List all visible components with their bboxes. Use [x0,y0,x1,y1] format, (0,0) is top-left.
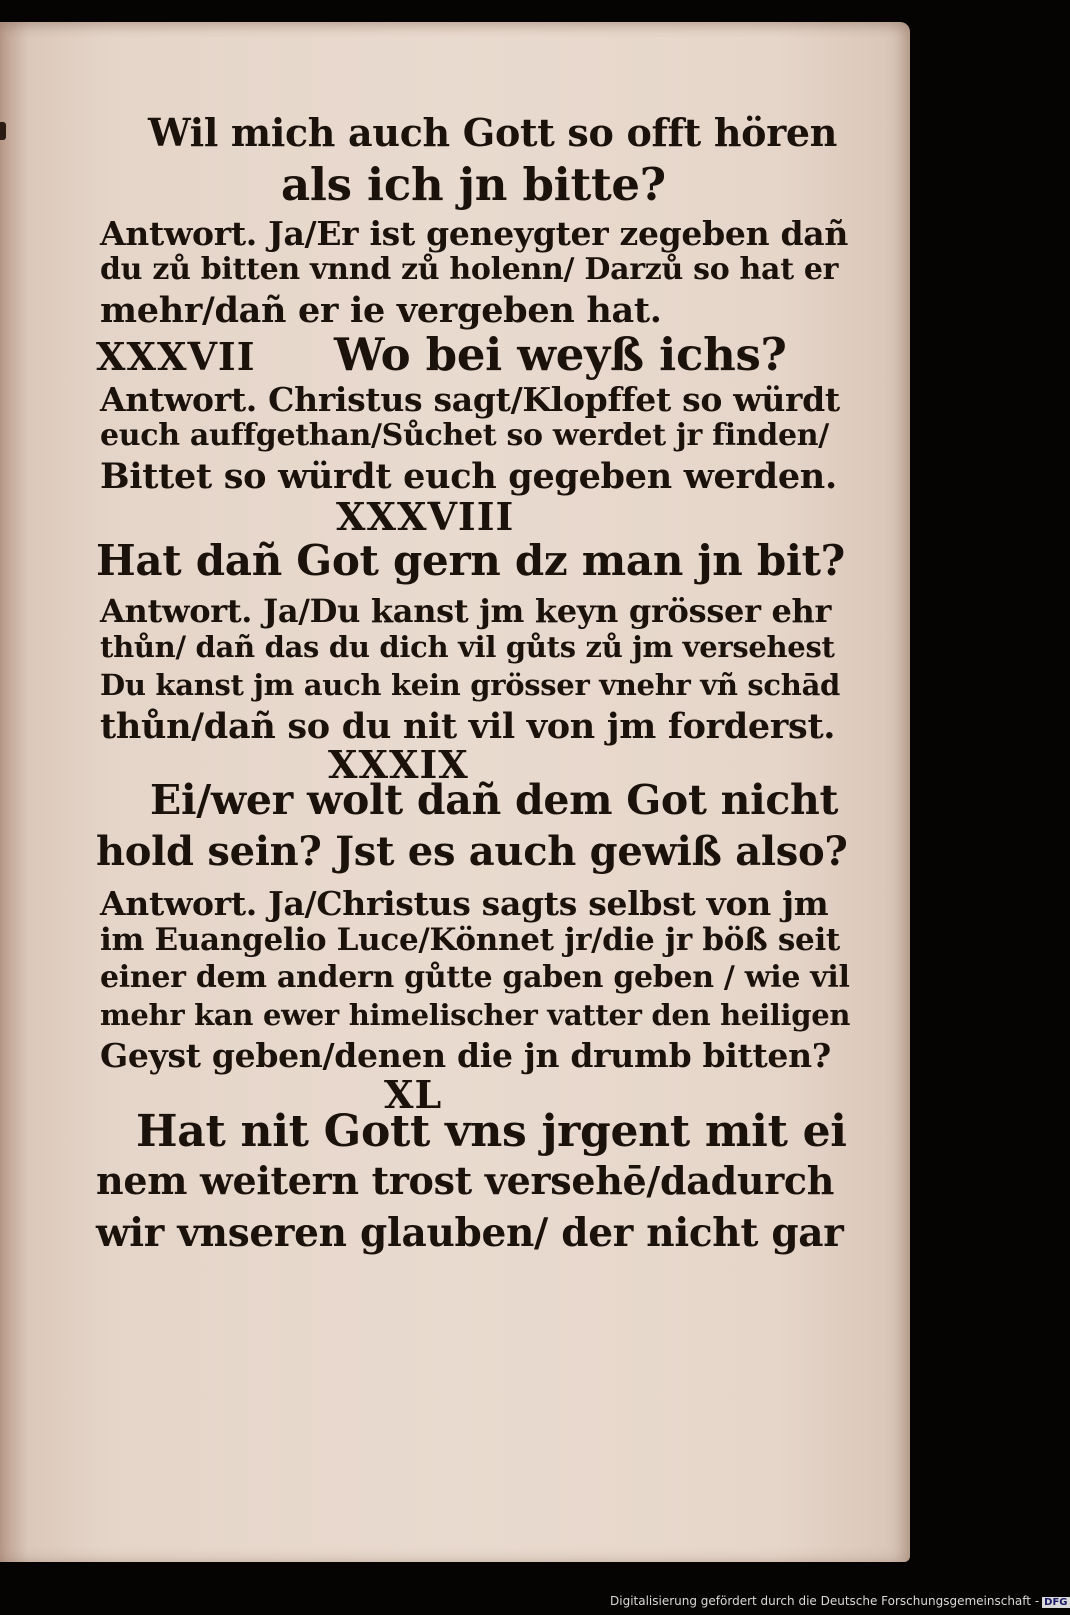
section-number-37: XXXVII [96,334,256,379]
answer-37-line-2: euch auffgethan/Sůchet so werdet jr finden/ [100,418,829,453]
question-37: Wo bei weyß ichs? [334,328,787,381]
question-39-line-2: hold sein? Jst es auch gewiß also? [96,828,848,875]
section-number-39: XXXIX [328,742,469,787]
answer-38-line-3: Du kanst jm auch kein grösser vnehr vñ schād [100,668,841,702]
question-40-line-2: nem weitern trost versehē/dadurch [96,1158,835,1203]
answer-38-line-1: Antwort. Ja/Du kanst jm keyn grösser ehr [100,592,832,630]
page-shadow [0,22,28,1562]
answer-39-line-5: Geyst geben/denen die jn drumb bitten? [100,1036,831,1075]
answer-39-line-1: Antwort. Ja/Christus sagts selbst von jm [100,884,829,923]
answer-39-line-4: mehr kan ewer himelischer vatter den heiligen [100,998,851,1032]
question-36-line-1: Wil mich auch Gott so offt hören [148,110,838,155]
question-38: Hat dañ Got gern dz man jn bit? [96,536,845,585]
question-40-line-1: Hat nit Gott vns jrgent mit ei [136,1106,847,1157]
answer-38-line-2: thůn/ dañ das du dich vil gůts zů jm versehest [100,630,835,664]
question-39-line-1: Ei/wer wolt dañ dem Got nicht [150,776,839,824]
question-36-line-2: als ich jn bitte? [281,158,666,211]
section-number-40: XL [384,1072,443,1117]
answer-39-line-3: einer dem andern gůtte gaben geben / wie vil [100,960,850,995]
answer-36-line-2: du zů bitten vnnd zů holenn/ Darzů so hat er [100,252,839,287]
answer-39-line-2: im Euangelio Luce/Könnet jr/die jr böß seit [100,922,840,958]
answer-37-line-3: Bittet so würdt euch gegeben werden. [100,456,837,497]
digitization-credit [610,1594,1068,1612]
section-number-38: XXXVIII [336,494,515,539]
credit-text: Digitalisierung gefördert durch die Deutsche Forschungsgemeinschaft - [610,1594,1040,1608]
question-40-line-3: wir vnseren glauben/ der nicht gar [96,1210,844,1256]
dfg-logo: DFG [1044,1597,1068,1608]
answer-38-line-4: thůn/dañ so du nit vil von jm forderst. [100,706,836,747]
page-edge-mark [0,122,6,140]
answer-37-line-1: Antwort. Christus sagt/Klopffet so würdt [100,380,840,419]
answer-36-line-1: Antwort. Ja/Er ist geneygter zegeben dañ [100,214,849,253]
answer-36-line-3: mehr/dañ er ie vergeben hat. [100,290,662,331]
